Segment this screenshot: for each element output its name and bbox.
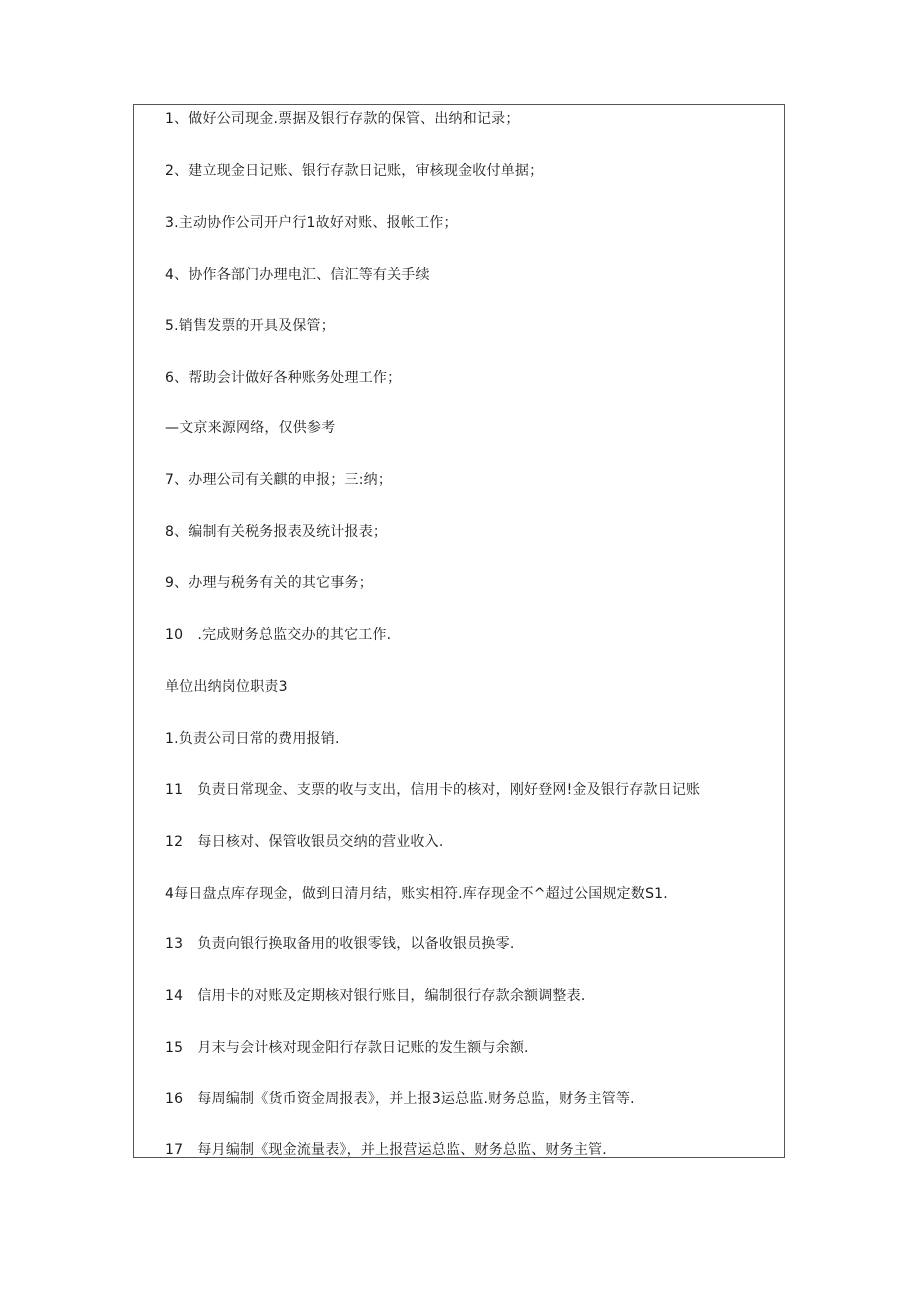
line-10: 10 .完成财务总监交办的其它工作. xyxy=(165,627,392,643)
line-6: 6、帮助会计做好各种账务处理工作； xyxy=(165,370,402,386)
line-s1: 1.负责公司日常的费用报销. xyxy=(165,731,340,747)
line-11: 11 负责日常现金、支票的收与支出，信用卡的核对，刚好登网!金及银行存款日记账 xyxy=(165,782,701,798)
line-2: 2、建立现金日记账、银行存款日记账，审核现金收付单据； xyxy=(165,163,544,179)
line-1: 1、做好公司现金.票据及银行存款的保管、出纳和记录； xyxy=(165,111,520,127)
source-note: —文京来源网络，仅供参考 xyxy=(165,420,336,436)
line-14: 14 信用卡的对账及定期核对银行账目，编制很行存款余额调整表. xyxy=(165,988,586,1004)
line-3: 3.主动协作公司开户行1故好对账、报帐工作； xyxy=(165,215,458,231)
line-4: 4、协作各部门办理电汇、信汇等有关手续 xyxy=(165,267,430,283)
line-15: 15 月末与会计核对现金阳行存款日记账的发生额与余额. xyxy=(165,1040,529,1056)
line-s4: 4每日盘点库存现金，做到日清月结，账实相符.库存现金不^超过公国规定数S1. xyxy=(165,886,668,902)
line-8: 8、编制有关税务报表及统计报表； xyxy=(165,524,388,540)
line-13: 13 负责向银行换取备用的收银零钱，以备收银员换零. xyxy=(165,936,515,952)
line-9: 9、办理与税务有关的其它事务； xyxy=(165,575,373,591)
line-12: 12 每日核对、保管收银员交纳的营业收入. xyxy=(165,834,444,850)
line-16: 16 每周编制《货币资金周报表》，并上报3运总监.财务总监，财务主管等. xyxy=(165,1091,635,1107)
line-17: 17 每月编制《现金流量表》，并上报营运总监、财务总监、财务主管. xyxy=(165,1142,607,1158)
section-heading: 单位出纳岗位职责3 xyxy=(165,679,288,695)
line-7: 7、办理公司有关麒的申报；三:纳； xyxy=(165,472,393,488)
line-5: 5.销售发票的开具及保管； xyxy=(165,318,335,334)
